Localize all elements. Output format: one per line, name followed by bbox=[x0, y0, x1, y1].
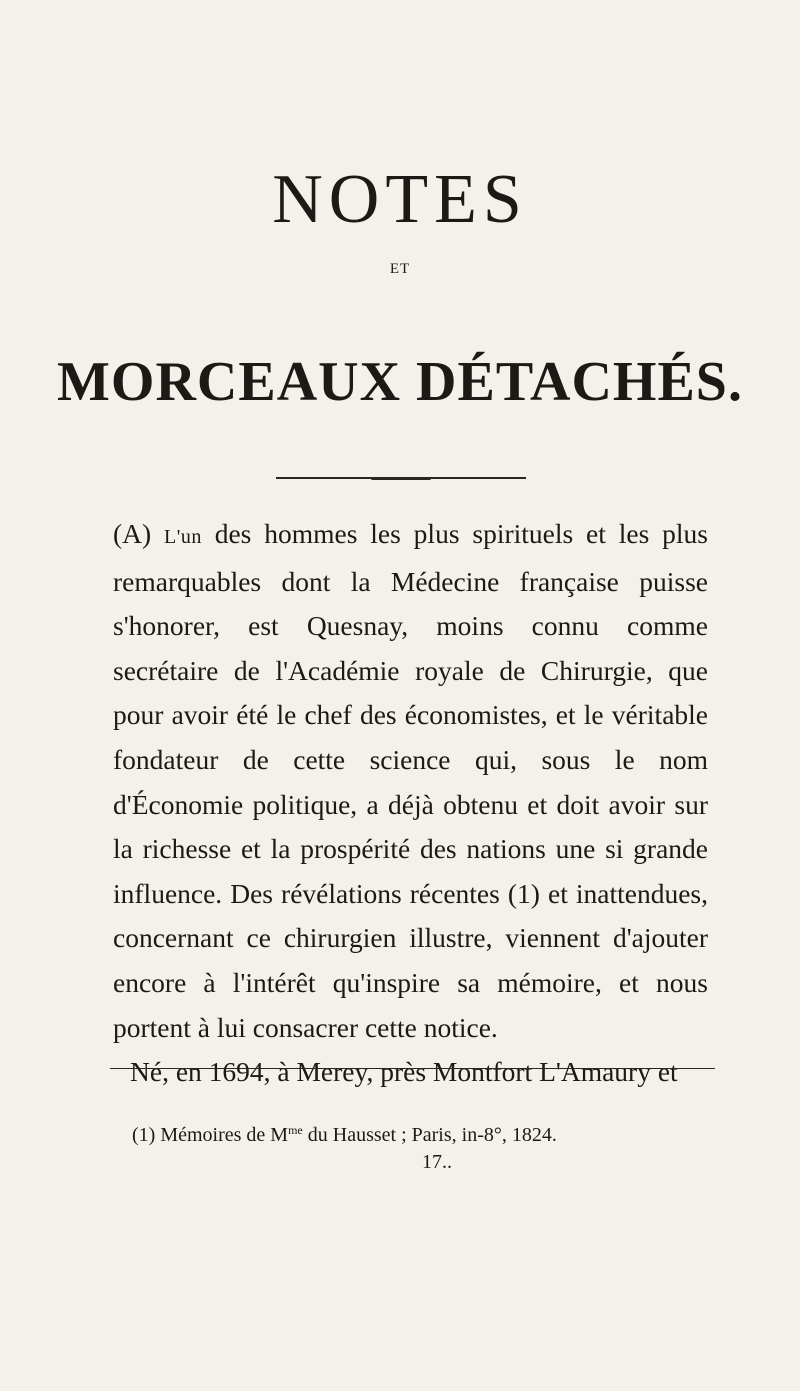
signature-mark: 17.. bbox=[422, 1151, 452, 1173]
footnote-divider bbox=[110, 1068, 715, 1069]
small-caps-lead: L'un bbox=[164, 526, 202, 548]
decorative-rule bbox=[276, 477, 526, 479]
footnote bbox=[132, 1124, 732, 1145]
footnote-text-after: du Hausset ; Paris, in-8°, 1824. bbox=[302, 1124, 557, 1146]
note-marker: (A) bbox=[113, 518, 152, 549]
footnote-text-before: Mémoires de M bbox=[160, 1124, 289, 1146]
paragraph-text: des hommes les plus spirituels et les plus remarquables dont la Médecine française puisse s'honorer, est Quesnay, moins connu comme secrétaire de l'Académie royale de Chirurgie, que pour avoir été le chef des économistes, et le véritable fondateur de cette science qui, sous le nom d'Économie politique, a déjà obtenu et doit avoir sur la richesse et la prospérité des nations une si grande influence. Des révélations récentes (1) et inattendues, concernant ce chirurgien illustre, viennent d'ajouter encore à l'intérêt qu'inspire sa mémoire, et nous portent à lui consacrer cette notice. bbox=[113, 518, 708, 1043]
page-subtitle: MORCEAUX DÉTACHÉS. bbox=[57, 351, 743, 414]
footnote-marker: (1) bbox=[132, 1124, 156, 1146]
footnote-superscript: me bbox=[288, 1123, 303, 1137]
note-body bbox=[113, 512, 708, 1095]
title-conjunction: ET bbox=[389, 261, 411, 277]
note-paragraph: Né, en 1694, à Merey, près Montfort L'Amaury et bbox=[130, 1056, 678, 1088]
note-paragraph bbox=[113, 512, 708, 1050]
page-title: NOTES bbox=[272, 160, 528, 238]
